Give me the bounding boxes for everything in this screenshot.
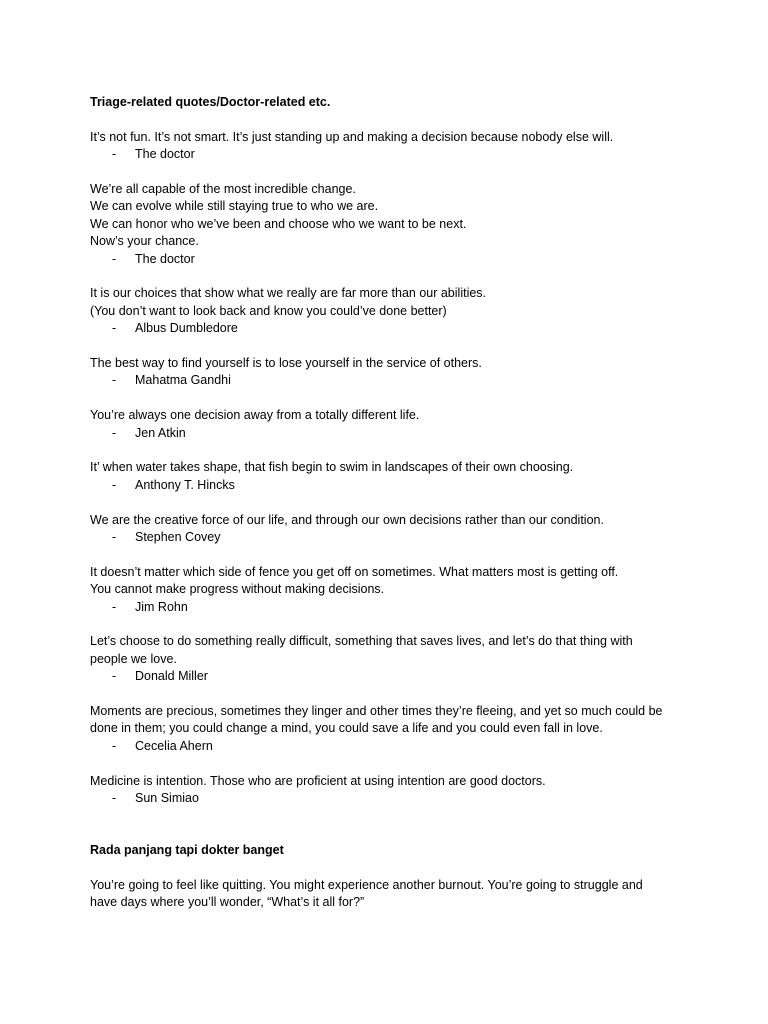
section-rada-panjang: [90, 842, 690, 912]
quote-list: [90, 129, 690, 808]
attribution-row: [90, 320, 690, 337]
quote-block: [90, 355, 690, 390]
attribution-dash: -: [112, 425, 117, 440]
attribution-dash: -: [112, 251, 117, 266]
quote-author: Sun Simiao: [135, 790, 199, 805]
attribution-row: [90, 790, 690, 807]
quote-block: [90, 703, 690, 755]
quote-line: (You don’t want to look back and know you could’ve done better): [90, 303, 447, 318]
quote-block: [90, 285, 690, 337]
quote-author: Stephen Covey: [135, 529, 221, 544]
attribution-row: [90, 425, 690, 442]
attribution-dash: -: [112, 669, 117, 684]
quote-block: [90, 129, 690, 164]
quote-author: Donald Miller: [135, 669, 208, 684]
attribution-row: [90, 372, 690, 389]
quote-line: It’s not fun. It’s not smart. It’s just standing up and making a decision because nobody else will.: [90, 129, 614, 144]
section-spacer: [90, 825, 690, 842]
quote-author: Mahatma Gandhi: [135, 373, 231, 388]
quote-line: The best way to find yourself is to lose yourself in the service of others.: [90, 355, 482, 370]
attribution-dash: -: [112, 599, 117, 614]
quote-author: Anthony T. Hincks: [135, 477, 235, 492]
attribution-dash: -: [112, 477, 117, 492]
attribution-row: [90, 477, 690, 494]
quote-block: [90, 181, 690, 268]
document-page: [90, 94, 690, 912]
quote-block: [90, 512, 690, 547]
attribution-dash: -: [112, 373, 117, 388]
quote-line: You’re always one decision away from a totally different life.: [90, 408, 420, 423]
paragraph-line: have days where you’ll wonder, “What’s it all for?”: [90, 895, 365, 910]
quote-line: Let’s choose to do something really difficult, something that saves lives, and let’s do that thing with: [90, 634, 633, 649]
quote-line: We can honor who we’ve been and choose who we want to be next.: [90, 216, 467, 231]
attribution-dash: -: [112, 790, 117, 805]
attribution-row: [90, 738, 690, 755]
quote-block: [90, 633, 690, 685]
quote-block: [90, 564, 690, 616]
attribution-row: [90, 146, 690, 163]
paragraph-line: You’re going to feel like quitting. You might experience another burnout. You’re going to struggle and: [90, 877, 643, 892]
quote-line: You cannot make progress without making decisions.: [90, 582, 385, 597]
quote-line: It’ when water takes shape, that fish begin to swim in landscapes of their own choosing.: [90, 460, 574, 475]
attribution-row: [90, 668, 690, 685]
quote-line: Medicine is intention. Those who are proficient at using intention are good doctors.: [90, 773, 546, 788]
quote-block: [90, 459, 690, 494]
attribution-dash: -: [112, 147, 117, 162]
quote-line: Now’s your chance.: [90, 234, 199, 249]
quote-author: The doctor: [135, 251, 195, 266]
quote-author: Cecelia Ahern: [135, 738, 213, 753]
quote-line: It is our choices that show what we really are far more than our abilities.: [90, 286, 487, 301]
quote-author: Albus Dumbledore: [135, 321, 238, 336]
quote-line: Moments are precious, sometimes they linger and other times they’re fleeing, and yet so much could be: [90, 703, 663, 718]
attribution-dash: -: [112, 529, 117, 544]
quote-line: We are the creative force of our life, and through our own decisions rather than our condition.: [90, 512, 604, 527]
quote-author: Jim Rohn: [135, 599, 188, 614]
quote-line: people we love.: [90, 651, 177, 666]
attribution-row: [90, 251, 690, 268]
quote-line: It doesn’t matter which side of fence you get off on sometimes. What matters most is getting off.: [90, 564, 619, 579]
attribution-dash: -: [112, 738, 117, 753]
quote-line: We can evolve while still staying true to who we are.: [90, 199, 379, 214]
attribution-row: [90, 599, 690, 616]
quote-author: Jen Atkin: [135, 425, 186, 440]
quote-line: We’re all capable of the most incredible change.: [90, 181, 356, 196]
section-title: Rada panjang tapi dokter banget: [90, 843, 284, 858]
attribution-dash: -: [112, 321, 117, 336]
section-paragraph: [90, 877, 690, 912]
page-title: Triage-related quotes/Doctor-related etc.: [90, 95, 331, 109]
quote-author: The doctor: [135, 147, 195, 162]
quote-line: done in them; you could change a mind, you could save a life and you could even fall in love.: [90, 721, 603, 736]
attribution-row: [90, 529, 690, 546]
quote-block: [90, 773, 690, 808]
quote-block: [90, 407, 690, 442]
